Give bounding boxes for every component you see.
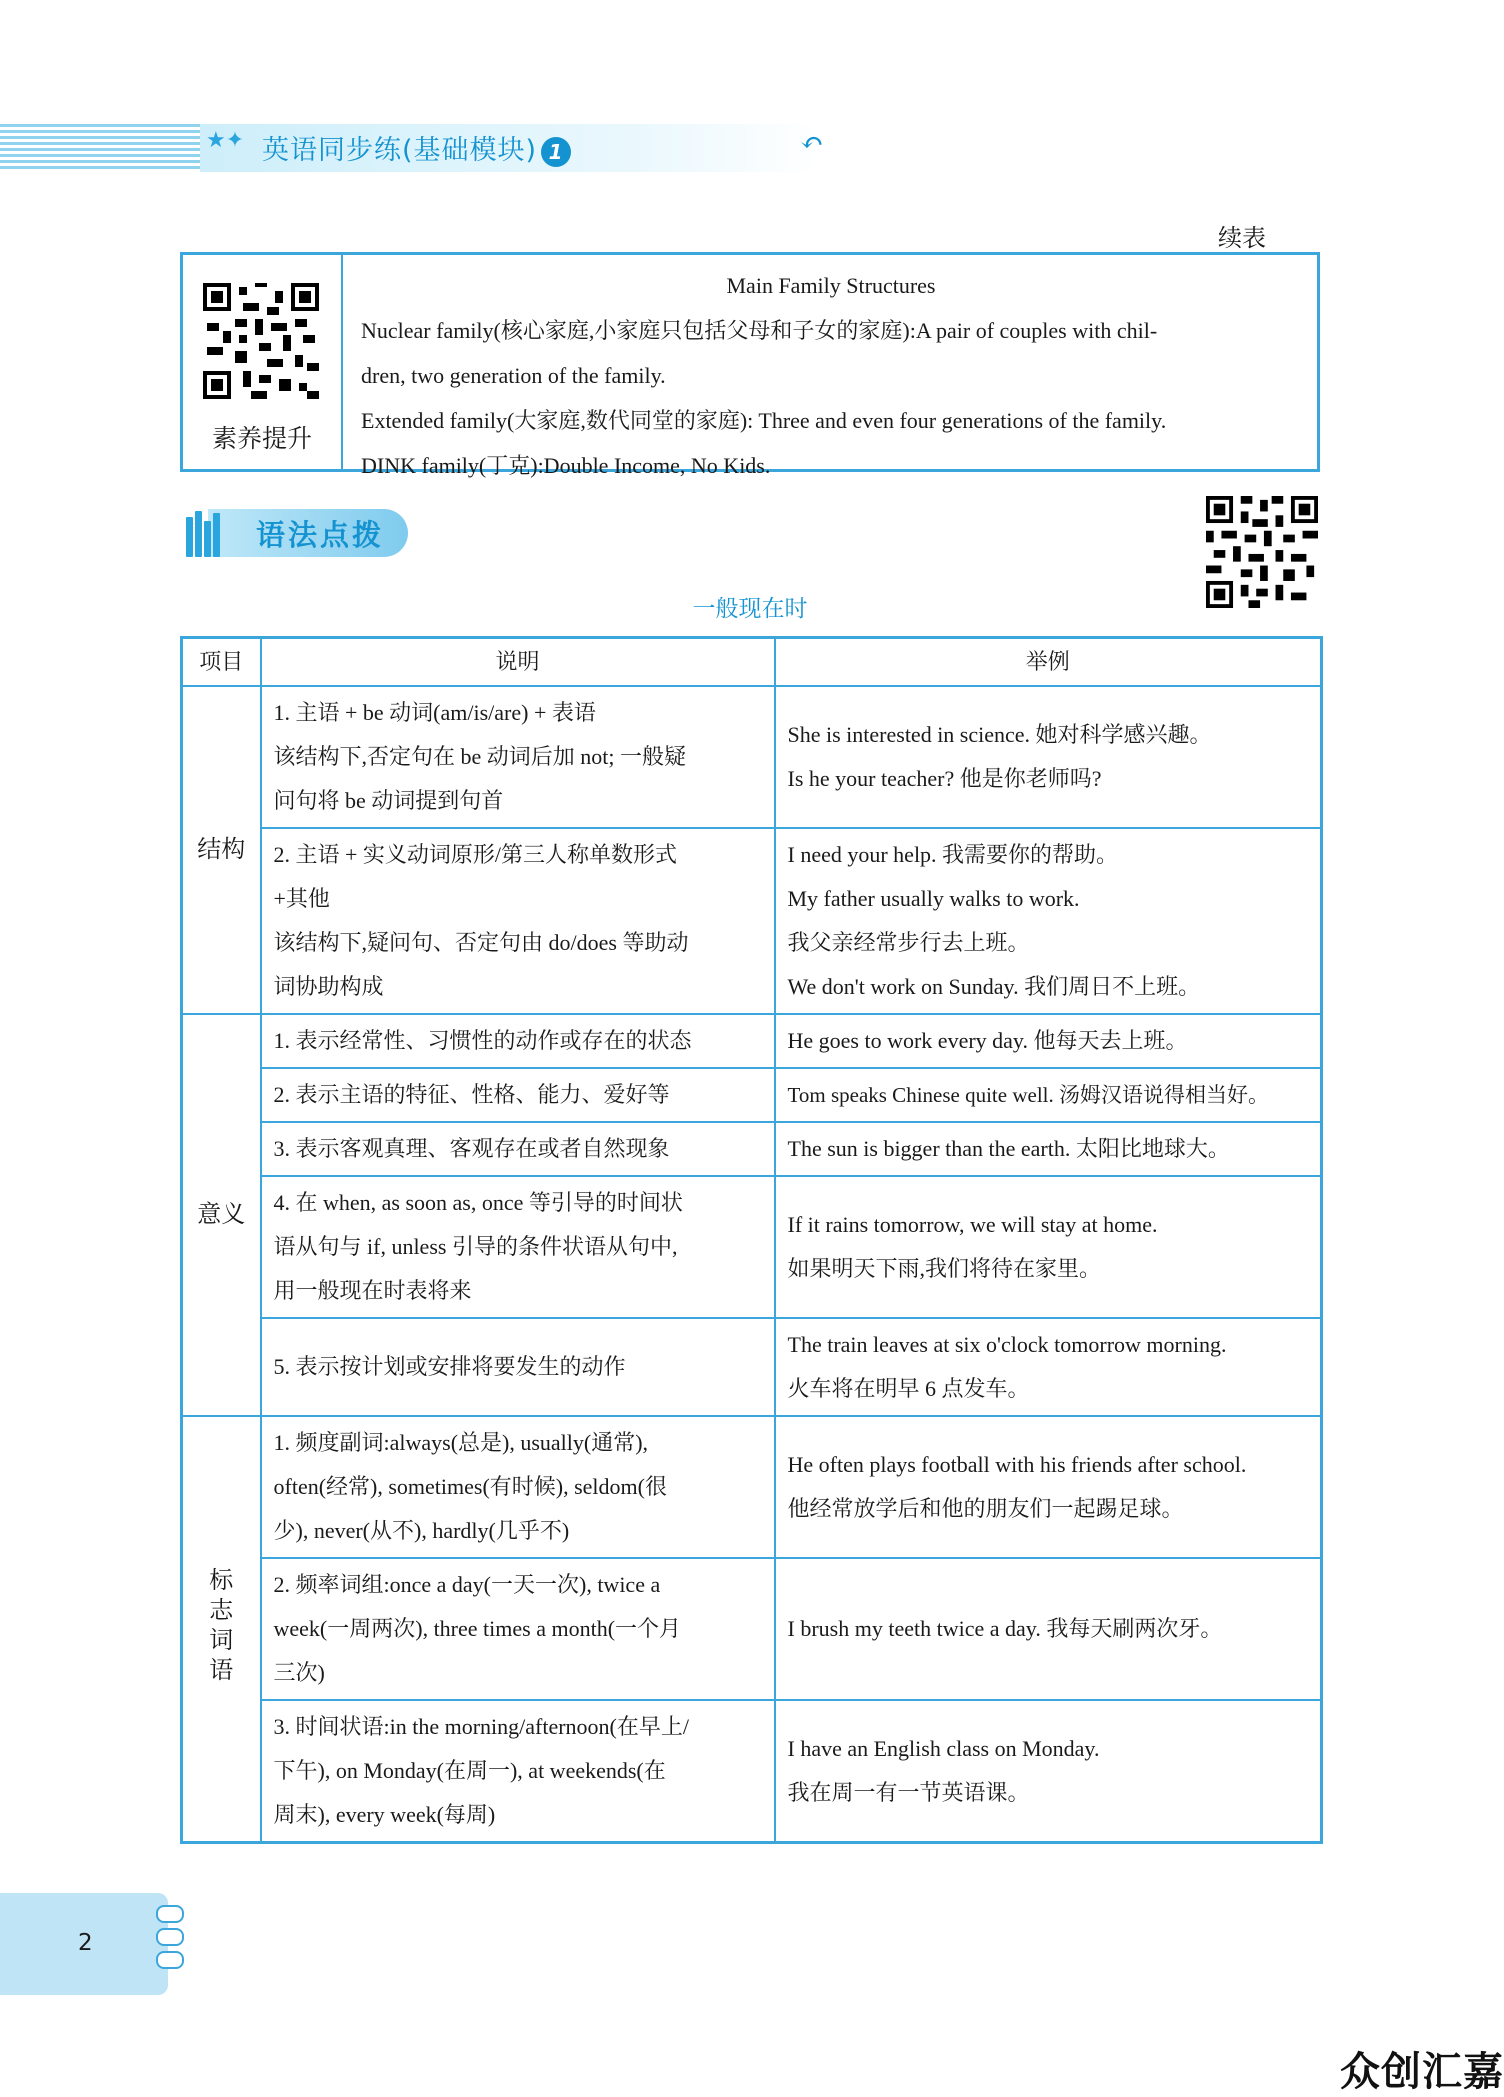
example-line: If it rains tomorrow, we will stay at home.: [787, 1212, 1158, 1237]
literacy-box-left: [183, 255, 343, 469]
description-cell: [261, 1176, 775, 1318]
example-cell: [775, 828, 1322, 1014]
description-line: 3. 时间状语:in the morning/afternoon(在早上/: [273, 1714, 689, 1739]
example-line: The train leaves at six o'clock tomorrow morning.: [787, 1332, 1227, 1357]
grammar-heading-text: 语法点拨: [256, 518, 385, 552]
return-arrow-icon: ↶: [800, 126, 824, 159]
book-title: [262, 128, 571, 167]
description-line: week(一周两次), three times a month(一个月: [273, 1616, 682, 1641]
page-header: [0, 118, 830, 178]
example-line: My father usually walks to work.: [787, 886, 1080, 911]
example-line: I need your help. 我需要你的帮助。: [787, 842, 1119, 867]
column-header: 项目: [182, 638, 261, 687]
literacy-line: DINK family(丁克):Double Income, No Kids.: [361, 453, 771, 478]
description-line: 问句将 be 动词提到句首: [273, 788, 504, 813]
description-line: 4. 在 when, as soon as, once 等引导的时间状: [273, 1190, 683, 1215]
literacy-line: Extended family(大家庭,数代同堂的家庭): Three and even four generations of the family.: [361, 408, 1167, 433]
table-row: [182, 1176, 1322, 1318]
table-row: [182, 1700, 1322, 1843]
literacy-line: dren, two generation of the family.: [361, 363, 666, 388]
continued-label: 续表: [1218, 224, 1266, 252]
category-markers-label: 标志词语: [209, 1567, 234, 1684]
table-row: [182, 1068, 1322, 1122]
table-row: [182, 1014, 1322, 1068]
example-cell: [775, 1014, 1322, 1068]
table-row: [182, 1416, 1322, 1558]
table-row: [182, 1122, 1322, 1176]
page-number: 2: [78, 1930, 93, 1956]
example-line: 他经常放学后和他的朋友们一起踢足球。: [787, 1496, 1184, 1521]
description-line: 用一般现在时表将来: [273, 1278, 472, 1303]
star-icon: ★✦: [206, 128, 245, 153]
binder-ring-icon: [156, 1928, 184, 1946]
description-line: 周末), every week(每周): [273, 1802, 496, 1827]
description-cell: [261, 1068, 775, 1122]
description-line: 该结构下,否定句在 be 动词后加 not; 一般疑: [273, 744, 686, 769]
description-line: 少), never(从不), hardly(几乎不): [273, 1518, 570, 1543]
example-line: 如果明天下雨,我们将待在家里。: [787, 1256, 1102, 1281]
example-line: Is he your teacher? 他是你老师吗?: [787, 766, 1102, 791]
binder-ring-icon: [156, 1951, 184, 1969]
literacy-content: [361, 263, 1301, 488]
table-row: [182, 828, 1322, 1014]
description-line: often(经常), sometimes(有时候), seldom(很: [273, 1474, 667, 1499]
table-row: [182, 1558, 1322, 1700]
description-line: 三次): [273, 1660, 325, 1685]
binder-ring-icon: [156, 1905, 184, 1923]
example-cell: [775, 1558, 1322, 1700]
description-cell: [261, 1700, 775, 1843]
example-cell: [775, 1416, 1322, 1558]
description-line: 1. 频度副词:always(总是), usually(通常),: [273, 1430, 649, 1455]
description-cell: [261, 1558, 775, 1700]
example-line: 火车将在明早 6 点发车。: [787, 1376, 1030, 1401]
book-title-text: 英语同步练(基础模块): [262, 135, 538, 166]
category-structure: 结构: [182, 686, 261, 1014]
description-line: 2. 表示主语的特征、性格、能力、爱好等: [273, 1082, 670, 1107]
column-header: 说明: [261, 638, 775, 687]
example-line: We don't work on Sunday. 我们周日不上班。: [787, 974, 1201, 999]
example-line: I have an English class on Monday.: [787, 1736, 1100, 1761]
description-cell: [261, 1416, 775, 1558]
literacy-box: [180, 252, 1320, 478]
example-cell: [775, 1700, 1322, 1843]
example-line: He often plays football with his friends after school.: [787, 1452, 1247, 1477]
description-line: 该结构下,疑问句、否定句由 do/does 等助动: [273, 930, 689, 955]
table-row: [182, 686, 1322, 828]
example-cell: [775, 686, 1322, 828]
example-cell: [775, 1122, 1322, 1176]
watermark: 众创汇嘉: [1340, 2049, 1504, 2095]
example-cell: [775, 1176, 1322, 1318]
description-line: 下午), on Monday(在周一), at weekends(在: [273, 1758, 666, 1783]
description-line: 5. 表示按计划或安排将要发生的动作: [273, 1354, 626, 1379]
description-cell: [261, 1318, 775, 1416]
table-title: 一般现在时: [692, 596, 808, 622]
description-cell: [261, 1014, 775, 1068]
literacy-heading: Main Family Structures: [726, 273, 936, 298]
description-line: 2. 主语 + 实义动词原形/第三人称单数形式: [273, 842, 678, 867]
example-line: 我在周一有一节英语课。: [787, 1780, 1030, 1805]
literacy-line: Nuclear family(核心家庭,小家庭只包括父母和子女的家庭):A pair of couples with chil-: [361, 318, 1158, 343]
example-line: 我父亲经常步行去上班。: [787, 930, 1030, 955]
description-line: 1. 主语 + be 动词(am/is/are) + 表语: [273, 700, 596, 725]
description-line: 2. 频率词组:once a day(一天一次), twice a: [273, 1572, 661, 1597]
description-line: +其他: [273, 886, 330, 911]
qr-code-icon: [203, 283, 319, 399]
table-row: [182, 1318, 1322, 1416]
description-line: 1. 表示经常性、习惯性的动作或存在的状态: [273, 1028, 692, 1053]
table-header-row: [182, 638, 1322, 687]
grammar-table: [180, 636, 1323, 1844]
category-markers: [182, 1416, 261, 1843]
description-cell: [261, 828, 775, 1014]
literacy-label: 素养提升: [211, 424, 312, 453]
category-meaning: 意义: [182, 1014, 261, 1416]
example-line: I brush my teeth twice a day. 我每天刷两次牙。: [787, 1616, 1223, 1641]
example-cell: [775, 1068, 1322, 1122]
example-line: Tom speaks Chinese quite well. 汤姆汉语说得相当好。: [787, 1083, 1269, 1107]
description-cell: [261, 686, 775, 828]
volume-badge: 1: [541, 137, 571, 167]
description-line: 语从句与 if, unless 引导的条件状语从句中,: [273, 1234, 678, 1259]
example-line: He goes to work every day. 他每天去上班。: [787, 1028, 1188, 1053]
grammar-heading: [186, 505, 408, 559]
description-line: 词协助构成: [273, 974, 384, 999]
books-icon: [186, 507, 226, 557]
description-cell: [261, 1122, 775, 1176]
example-line: She is interested in science. 她对科学感兴趣。: [787, 722, 1212, 747]
column-header: 举例: [775, 638, 1322, 687]
example-line: The sun is bigger than the earth. 太阳比地球大。: [787, 1136, 1230, 1161]
qr-code-icon: [1206, 496, 1318, 612]
description-line: 3. 表示客观真理、客观存在或者自然现象: [273, 1136, 670, 1161]
example-cell: [775, 1318, 1322, 1416]
